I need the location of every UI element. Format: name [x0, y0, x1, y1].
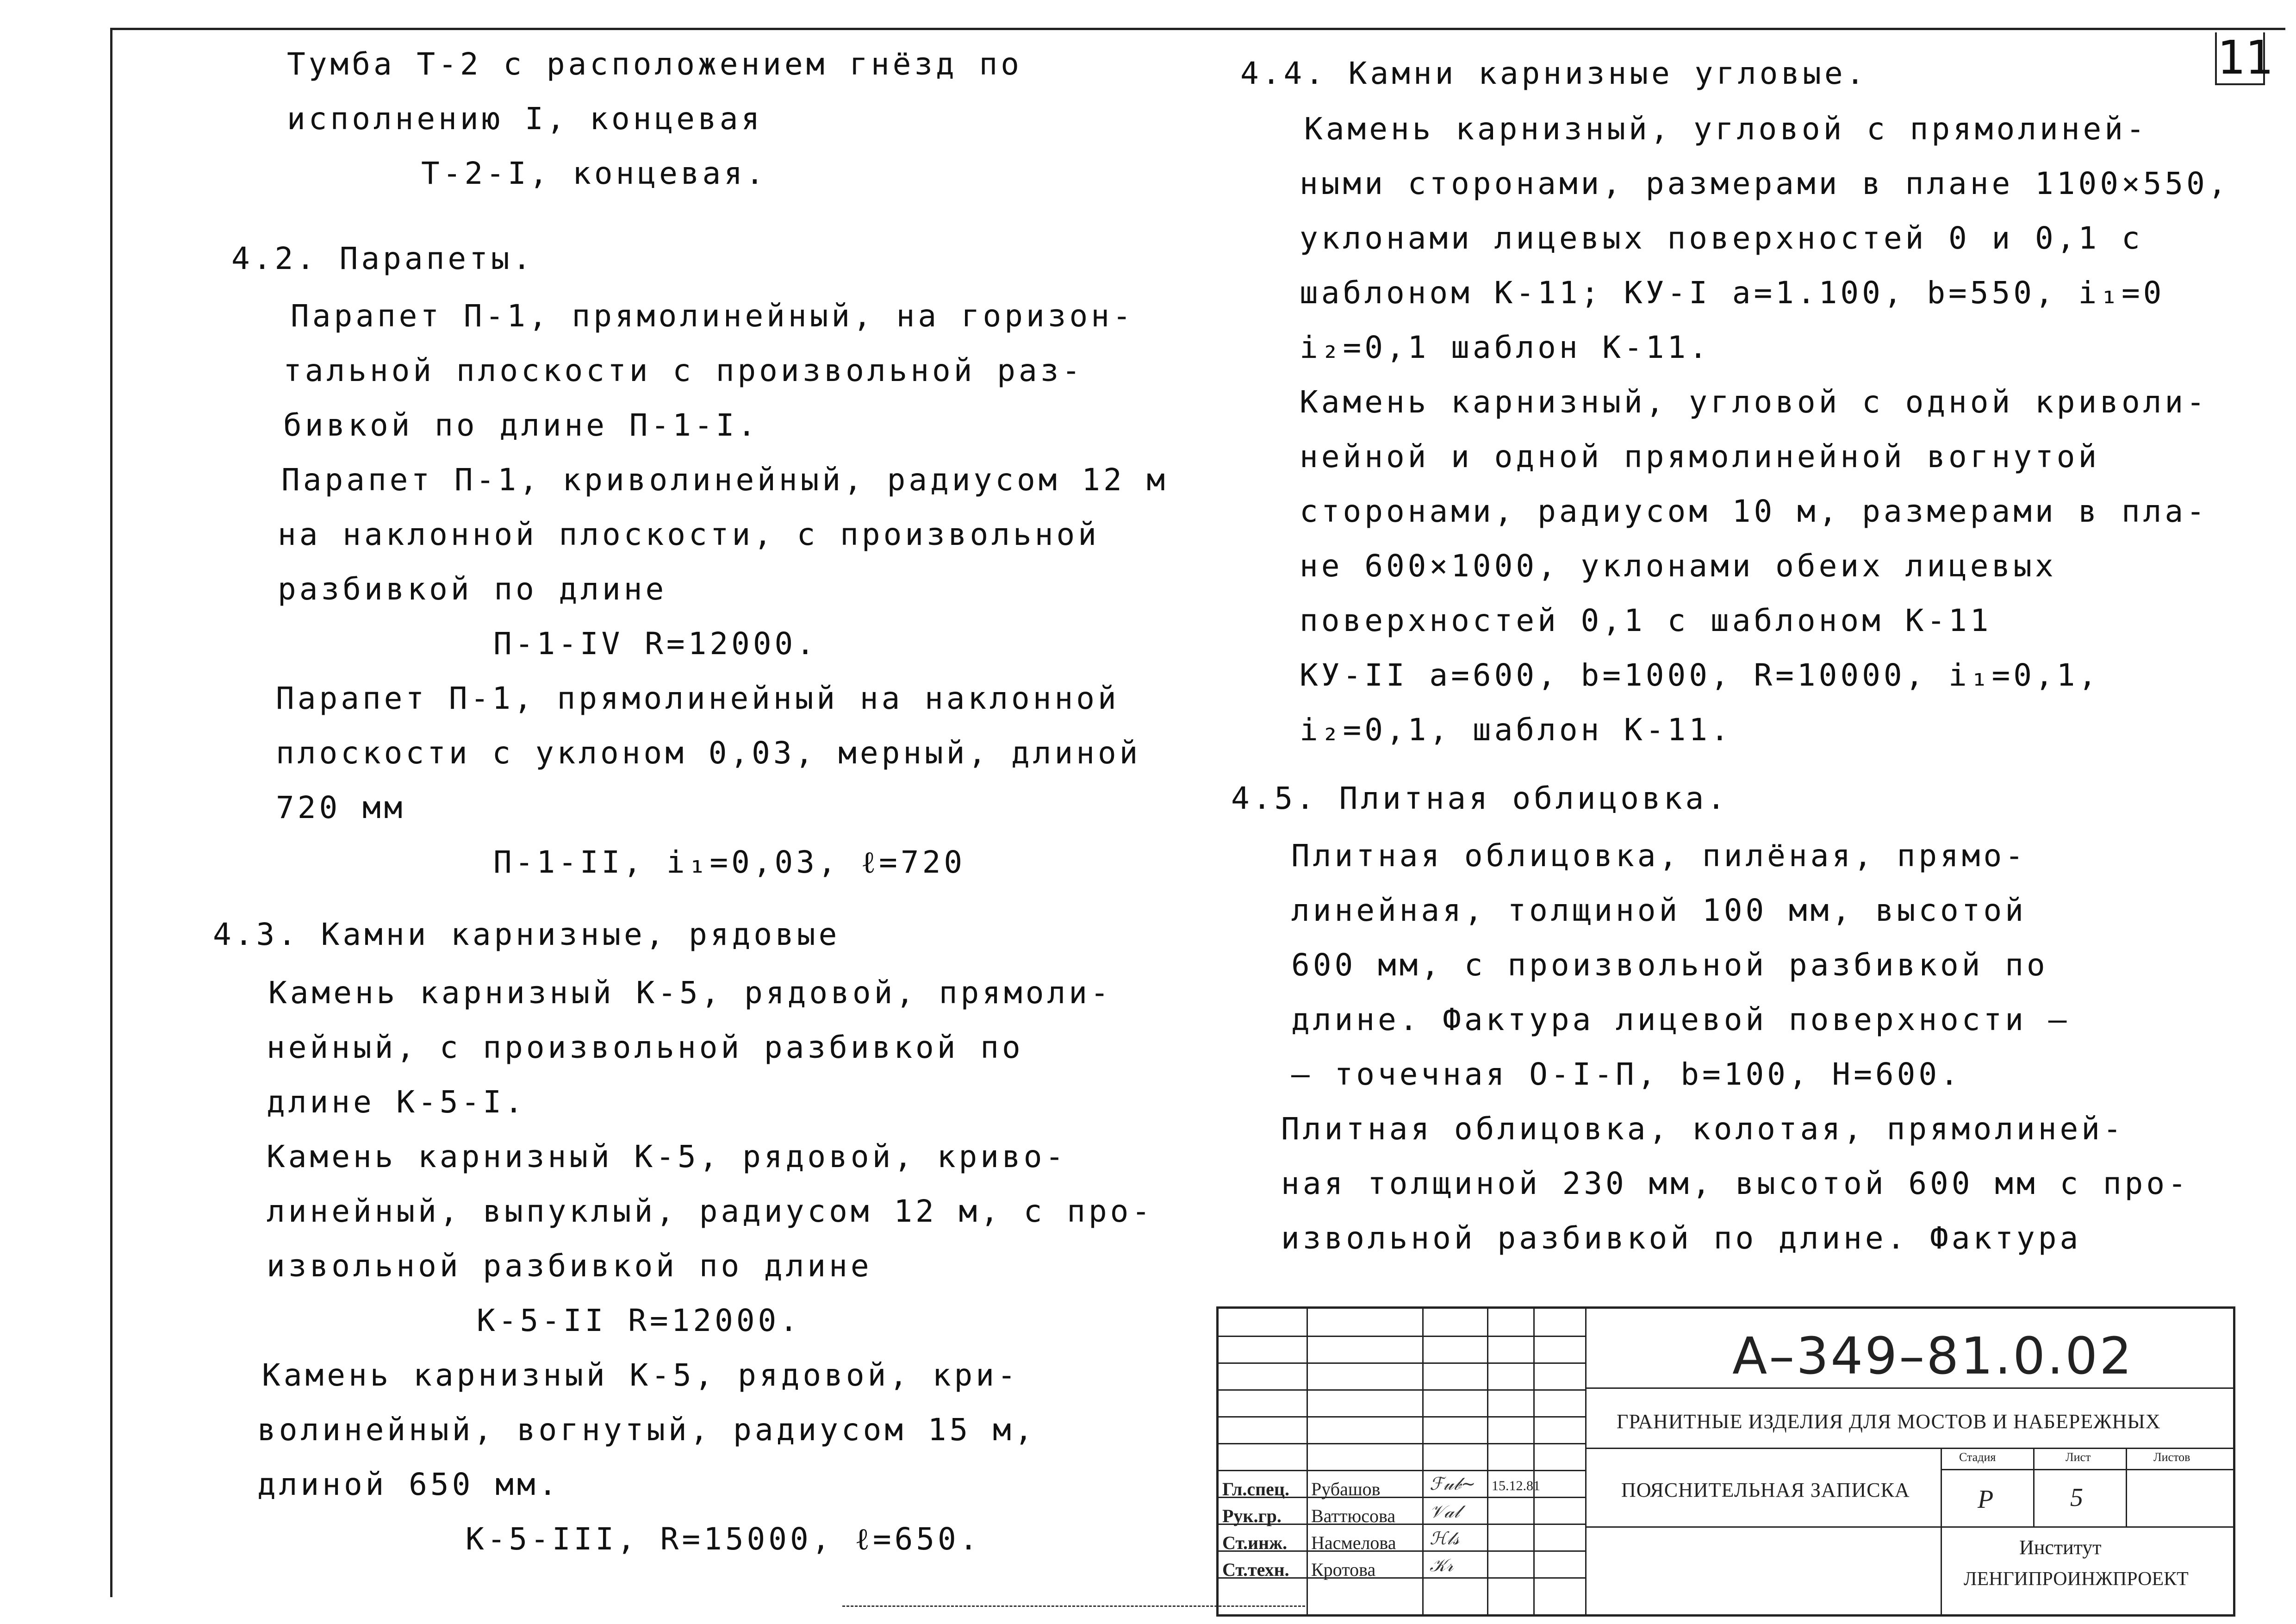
designation-line: К-5-II R=12000. — [477, 1303, 802, 1338]
grid-line — [2033, 1448, 2035, 1526]
text-line: – точечная О-I-П, b=100, H=600. — [1291, 1056, 1962, 1092]
designation-line: П-1-IV R=12000. — [493, 626, 818, 662]
text-line: Камень карнизный К-5, рядовой, криво- — [267, 1139, 1067, 1174]
grid-line — [1487, 1309, 1488, 1614]
grid-line — [1219, 1443, 1585, 1444]
text-line: разбивкой по длине — [278, 571, 667, 607]
staff-role: Ст.техн. — [1222, 1559, 1289, 1580]
text-line: i₂=0,1 шаблон К-11. — [1300, 330, 1711, 365]
sheet-value: 5 — [2070, 1483, 2083, 1512]
grid-line — [1219, 1336, 1585, 1337]
text-line: длиной 650 мм. — [257, 1467, 560, 1502]
text-line: Т-2-I, концевая. — [421, 156, 767, 191]
staff-name: Рубашов — [1311, 1479, 1381, 1499]
text-line: Камень карнизный, угловой с прямолиней- — [1304, 111, 2148, 147]
signature: ℋ𝓁𝓈 — [1430, 1528, 1460, 1549]
grid-line — [1219, 1389, 1585, 1391]
text-line: линейная, толщиной 100 мм, высотой — [1291, 893, 2027, 928]
text-line: не 600×1000, уклонами обеих лицевых — [1300, 548, 2057, 584]
text-line: нейной и одной прямолинейной вогнутой — [1300, 439, 2100, 475]
document-code: А–349–81.0.02 — [1732, 1326, 2134, 1386]
section-heading: 4.3. Камни карнизные, рядовые — [213, 917, 840, 952]
text-line: нейный, с произвольной разбивкой по — [267, 1030, 1024, 1065]
organization-name: ЛЕНГИПРОИНЖПРОЕКТ — [1964, 1568, 2189, 1590]
text-line: волинейный, вогнутый, радиусом 15 м, — [257, 1412, 1036, 1448]
staff-name: Ваттюсова — [1311, 1505, 1396, 1526]
text-line: ная толщиной 230 мм, высотой 600 мм с про- — [1281, 1166, 2190, 1201]
staff-name: Насмелова — [1311, 1532, 1396, 1553]
text-line: i₂=0,1, шаблон К-11. — [1300, 712, 1732, 748]
text-line: сторонами, радиусом 10 м, размерами в пла- — [1300, 493, 2208, 529]
text-line: Парапет П-1, прямолинейный, на горизон- — [291, 298, 1134, 334]
text-line: Парапет П-1, прямолинейный на наклонной — [276, 681, 1120, 716]
date: 15.12.81 — [1492, 1478, 1540, 1493]
sheets-header: Листов — [2153, 1450, 2190, 1464]
text-line: 600 мм, с произвольной разбивкой по — [1291, 947, 2048, 983]
grid-line — [1219, 1362, 1585, 1364]
grid-line — [1941, 1526, 2233, 1528]
designation-line: П-1-II, i₁=0,03, ℓ=720 — [493, 844, 966, 880]
text-line: Камень карнизный К-5, рядовой, прямоли- — [268, 975, 1112, 1011]
text-line: Плитная облицовка, колотая, прямолиней- — [1281, 1111, 2125, 1147]
text-line: Парапет П-1, криволинейный, радиусом 12 м — [281, 462, 1169, 498]
text-line: бивкой по длине П-1-I. — [283, 407, 759, 443]
grid-line — [1585, 1309, 1587, 1614]
section-heading: 4.4. Камни карнизные угловые. — [1240, 56, 1868, 91]
sheet-header: Лист — [2066, 1450, 2091, 1464]
designation-line: К-5-III, R=15000, ℓ=650. — [466, 1521, 981, 1557]
staff-role: Гл.спец. — [1222, 1479, 1289, 1499]
signature: 𝒱𝒶𝓁 — [1430, 1501, 1460, 1522]
grid-line — [1941, 1448, 1942, 1614]
text-line: линейный, выпуклый, радиусом 12 м, с про- — [267, 1193, 1154, 1229]
signature: ℱ𝓊𝒷~ — [1430, 1474, 1476, 1494]
text-line: длине. Фактура лицевой поверхности – — [1291, 1002, 2070, 1037]
text-line: исполнению I, концевая — [287, 101, 763, 137]
grid-line — [1585, 1387, 2233, 1389]
sheet-number: 11 — [2215, 32, 2265, 85]
text-line: Тумба Т-2 с расположением гнёзд по — [287, 46, 1023, 82]
sheet-title: ПОЯСНИТЕЛЬНАЯ ЗАПИСКА — [1621, 1479, 1910, 1501]
text-line: длине К-5-I. — [267, 1084, 526, 1120]
grid-line — [1585, 1448, 2233, 1449]
grid-line — [1585, 1526, 1941, 1528]
grid-line — [1422, 1309, 1424, 1614]
signature: 𝒦𝓇 — [1430, 1555, 1454, 1575]
text-line: извольной разбивкой по длине. Фактура — [1281, 1220, 2082, 1256]
text-line: шаблоном К-11; КУ-I a=1.100, b=550, i₁=0 — [1300, 275, 2165, 311]
document-title: ГРАНИТНЫЕ ИЗДЕЛИЯ ДЛЯ МОСТОВ И НАБЕРЕЖНЫХ — [1617, 1410, 2161, 1433]
text-line: 720 мм — [276, 790, 406, 825]
stage-value: Р — [1978, 1485, 1994, 1514]
title-block — [1216, 1306, 2235, 1617]
grid-line — [1219, 1416, 1585, 1418]
grid-line — [1533, 1309, 1535, 1614]
organization-line: Институт — [2019, 1536, 2102, 1559]
text-line: ными сторонами, размерами в плане 1100×550, — [1300, 166, 2230, 201]
text-line: КУ-II a=600, b=1000, R=10000, i₁=0,1, — [1300, 657, 2100, 693]
staff-role: Ст.инж. — [1222, 1532, 1288, 1553]
text-line: уклонами лицевых поверхностей 0 и 0,1 с — [1300, 220, 2143, 256]
section-heading: 4.2. Парапеты. — [231, 241, 535, 276]
text-line: Камень карнизный К-5, рядовой, кри- — [262, 1357, 1019, 1393]
text-line: извольной разбивкой по длине — [267, 1248, 872, 1284]
grid-line — [1941, 1469, 2233, 1470]
grid-line — [1307, 1309, 1308, 1614]
grid-line — [1219, 1470, 1585, 1471]
text-line: Плитная облицовка, пилёная, прямо- — [1291, 838, 2027, 874]
text-line: Камень карнизный, угловой с одной криволи- — [1300, 384, 2208, 420]
text-line: на наклонной плоскости, с произвольной — [278, 517, 1100, 552]
stage-header: Стадия — [1959, 1450, 1996, 1464]
staff-role: Рук.гр. — [1222, 1505, 1282, 1526]
text-line: поверхностей 0,1 с шаблоном К-11 — [1300, 603, 1992, 638]
grid-line — [2126, 1448, 2127, 1526]
text-line: плоскости с уклоном 0,03, мерный, длиной — [276, 735, 1141, 771]
section-heading: 4.5. Плитная облицовка. — [1231, 781, 1729, 816]
text-line: тальной плоскости с произвольной раз- — [283, 353, 1084, 388]
staff-name: Кротова — [1311, 1559, 1376, 1580]
